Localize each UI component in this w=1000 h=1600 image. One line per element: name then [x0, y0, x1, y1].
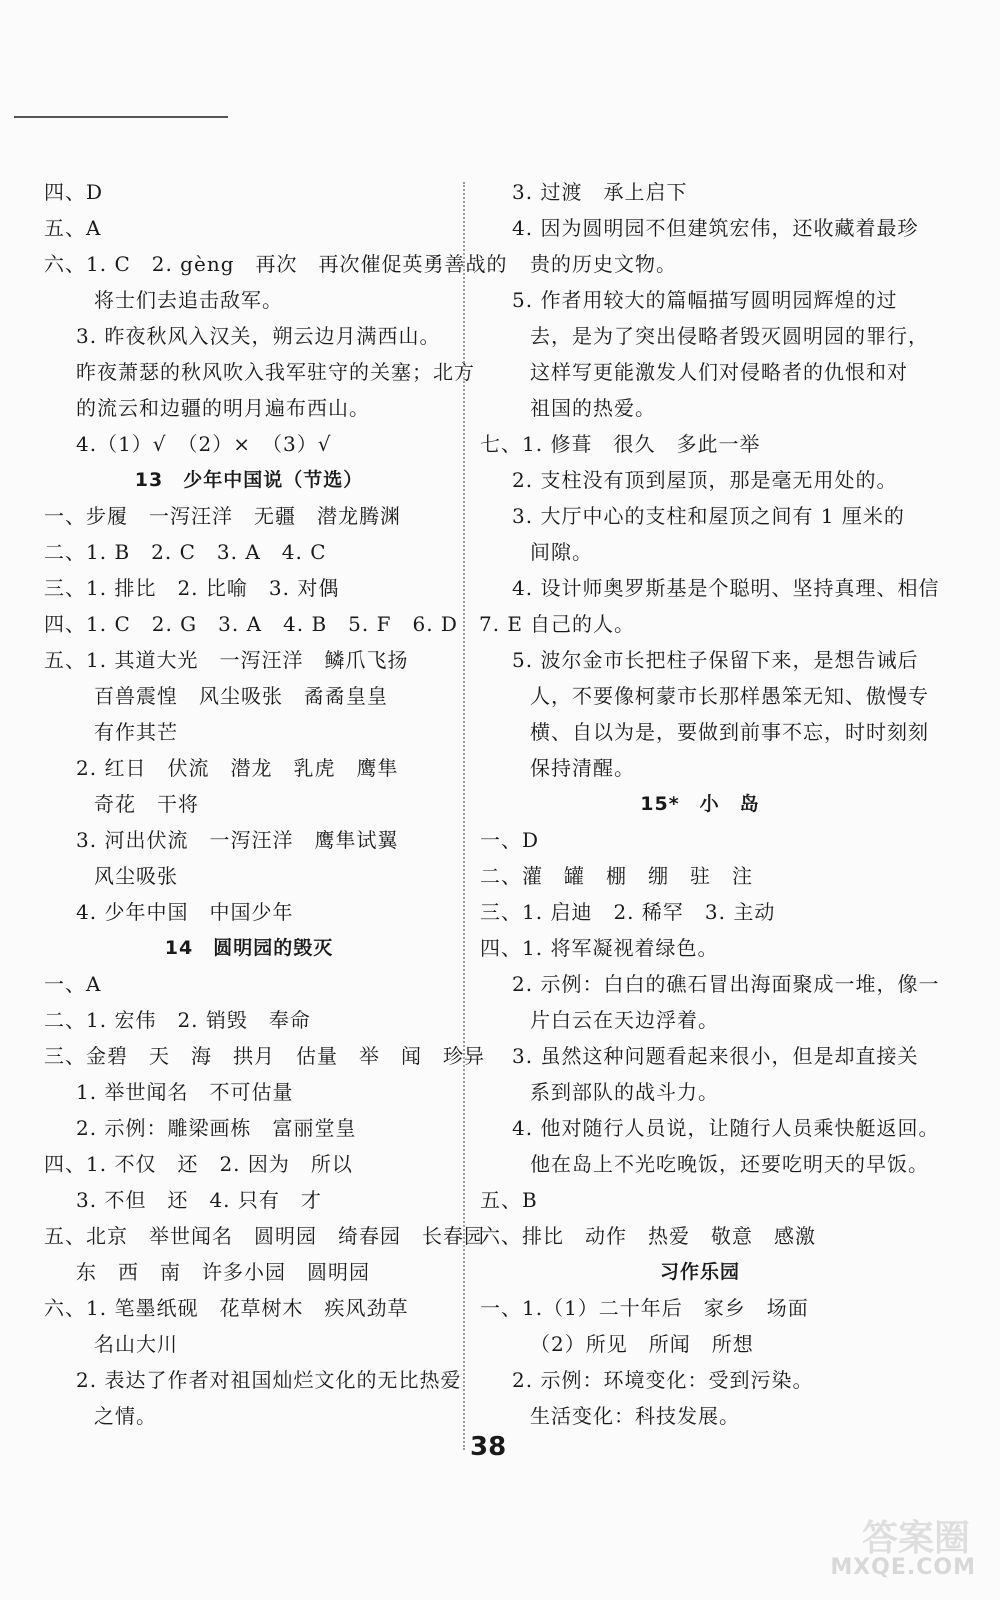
- answer-line: 人，不要像柯蒙市长那样愚笨无知、傲慢专: [530, 684, 929, 708]
- answer-line: 5. 波尔金市长把柱子保留下来，是想告诫后: [512, 648, 919, 672]
- answer-line: 七、1. 修葺 很久 多此一举: [480, 432, 761, 456]
- answer-line: （2）所见 所闻 所想: [530, 1332, 754, 1356]
- answer-line: 间隙。: [530, 540, 593, 564]
- answer-line: 5. 作者用较大的篇幅描写圆明园辉煌的过: [512, 288, 898, 312]
- watermark-logo: [810, 1510, 990, 1590]
- answer-line: 4.（1）√ （2）× （3）√: [76, 432, 332, 456]
- watermark-logo-text: 答案圈: [861, 1518, 970, 1559]
- answer-line: 3. 河出伏流 一泻汪洋 鹰隼试翼: [76, 828, 399, 852]
- answer-line: 奇花 干将: [94, 792, 199, 816]
- answer-line: 片白云在天边浮着。: [530, 1008, 719, 1032]
- answer-line: 六、1. 笔墨纸砚 花草树木 疾风劲草: [44, 1296, 409, 1320]
- answer-line: 一、D: [480, 828, 540, 852]
- answer-line: 六、1. C 2. gèng 再次 再次催促英勇善战的: [44, 252, 508, 276]
- answer-line: 3. 昨夜秋风入汉关，朔云边月满西山。: [76, 324, 441, 348]
- answer-line: 贵的历史文物。: [530, 252, 677, 276]
- answer-line: 六、排比 动作 热爱 敬意 感激: [480, 1224, 816, 1248]
- answer-line: 1. 举世闻名 不可估量: [76, 1080, 294, 1104]
- answer-line: 2. 支柱没有顶到屋顶，那是毫无用处的。: [512, 468, 898, 492]
- answer-line: 四、1. C 2. G 3. A 4. B 5. F 6. D 7. E: [44, 612, 524, 636]
- answer-line: 4. 他对随行人员说，让随行人员乘快艇返回。: [512, 1116, 940, 1140]
- answer-line: 名山大川: [94, 1332, 178, 1356]
- watermark-site: MXQE.COM: [830, 1555, 976, 1580]
- answer-line: 五、A: [44, 216, 102, 240]
- answer-line: 2. 示例：环境变化：受到污染。: [512, 1368, 814, 1392]
- answer-line: 五、北京 举世闻名 圆明园 绮春园 长春园: [44, 1224, 485, 1248]
- answer-line: 一、步履 一泻汪洋 无疆 潜龙腾渊: [44, 504, 401, 528]
- answer-line: 风尘吸张: [94, 864, 178, 888]
- answer-line: 三、金碧 天 海 拱月 估量 举 闻 珍异: [44, 1044, 485, 1068]
- answer-line: 二、1. B 2. C 3. A 4. C: [44, 540, 327, 564]
- section-title: 15* 小 岛: [640, 793, 760, 815]
- section-title: 13 少年中国说（节选）: [134, 469, 364, 491]
- answer-line: 五、B: [480, 1188, 538, 1212]
- answer-line: 3. 不但 还 4. 只有 才: [76, 1188, 322, 1212]
- answer-line: 2. 示例：雕梁画栋 富丽堂皇: [76, 1116, 357, 1140]
- answer-line: 他在岛上不光吃晚饭，还要吃明天的早饭。: [530, 1152, 929, 1176]
- section-title: 14 圆明园的毁灭: [164, 937, 334, 959]
- answer-line: 4. 因为圆明园不但建筑宏伟，还收藏着最珍: [512, 216, 919, 240]
- answer-line: 四、D: [44, 180, 104, 204]
- answer-line: 系到部队的战斗力。: [530, 1080, 719, 1104]
- answer-line: 2. 红日 伏流 潜龙 乳虎 鹰隼: [76, 756, 399, 780]
- answer-line: 五、1. 其道大光 一泻汪洋 鳞爪飞扬: [44, 648, 409, 672]
- answer-line: 之情。: [94, 1404, 157, 1428]
- answer-line: 去，是为了突出侵略者毁灭圆明园的罪行，: [530, 324, 929, 348]
- answer-line: 4. 少年中国 中国少年: [76, 900, 294, 924]
- answer-line: 三、1. 排比 2. 比喻 3. 对偶: [44, 576, 340, 600]
- top-rule: [14, 116, 228, 118]
- right-column: [480, 174, 940, 1434]
- answer-line: 百兽震惶 风尘吸张 矞矞皇皇: [94, 684, 388, 708]
- answer-line: 二、灌 罐 棚 绷 驻 注: [480, 864, 753, 888]
- section-title: 习作乐园: [659, 1261, 740, 1283]
- answer-line: 昨夜萧瑟的秋风吹入我军驻守的关塞；北方: [76, 360, 475, 384]
- answer-line: 生活变化：科技发展。: [530, 1404, 740, 1428]
- answer-line: 东 西 南 许多小园 圆明园: [76, 1260, 370, 1284]
- answer-line: 一、1.（1）二十年后 家乡 场面: [480, 1296, 809, 1320]
- answer-line: 的流云和边疆的明月遍布西山。: [76, 396, 370, 420]
- answer-line: 横、自以为是，要做到前事不忘，时时刻刻: [530, 720, 929, 744]
- answer-line: 3. 过渡 承上启下: [512, 180, 688, 204]
- answer-line: 四、1. 不仅 还 2. 因为 所以: [44, 1152, 353, 1176]
- answer-line: 保持清醒。: [530, 756, 635, 780]
- answer-line: 2. 表达了作者对祖国灿烂文化的无比热爱: [76, 1368, 462, 1392]
- answer-line: 祖国的热爱。: [530, 396, 656, 420]
- answer-line: 这样写更能激发人们对侵略者的仇恨和对: [530, 360, 908, 384]
- answer-line: 自己的人。: [530, 612, 635, 636]
- page-number: 38: [470, 1432, 507, 1462]
- answer-line: 三、1. 启迪 2. 稀罕 3. 主动: [480, 900, 776, 924]
- column-divider: [463, 182, 465, 1450]
- answer-line: 3. 大厅中心的支柱和屋顶之间有 1 厘米的: [512, 504, 905, 528]
- answer-line: 2. 示例：白白的礁石冒出海面聚成一堆，像一: [512, 972, 940, 996]
- answer-line: 3. 虽然这种问题看起来很小，但是却直接关: [512, 1044, 919, 1068]
- answer-line: 4. 设计师奥罗斯基是个聪明、坚持真理、相信: [512, 576, 940, 600]
- answer-line: 将士们去追击敌军。: [94, 288, 283, 312]
- answer-line: 一、A: [44, 972, 102, 996]
- answer-line: 有作其芒: [94, 720, 178, 744]
- answer-line: 四、1. 将军凝视着绿色。: [480, 936, 719, 960]
- answer-line: 二、1. 宏伟 2. 销毁 奉命: [44, 1008, 311, 1032]
